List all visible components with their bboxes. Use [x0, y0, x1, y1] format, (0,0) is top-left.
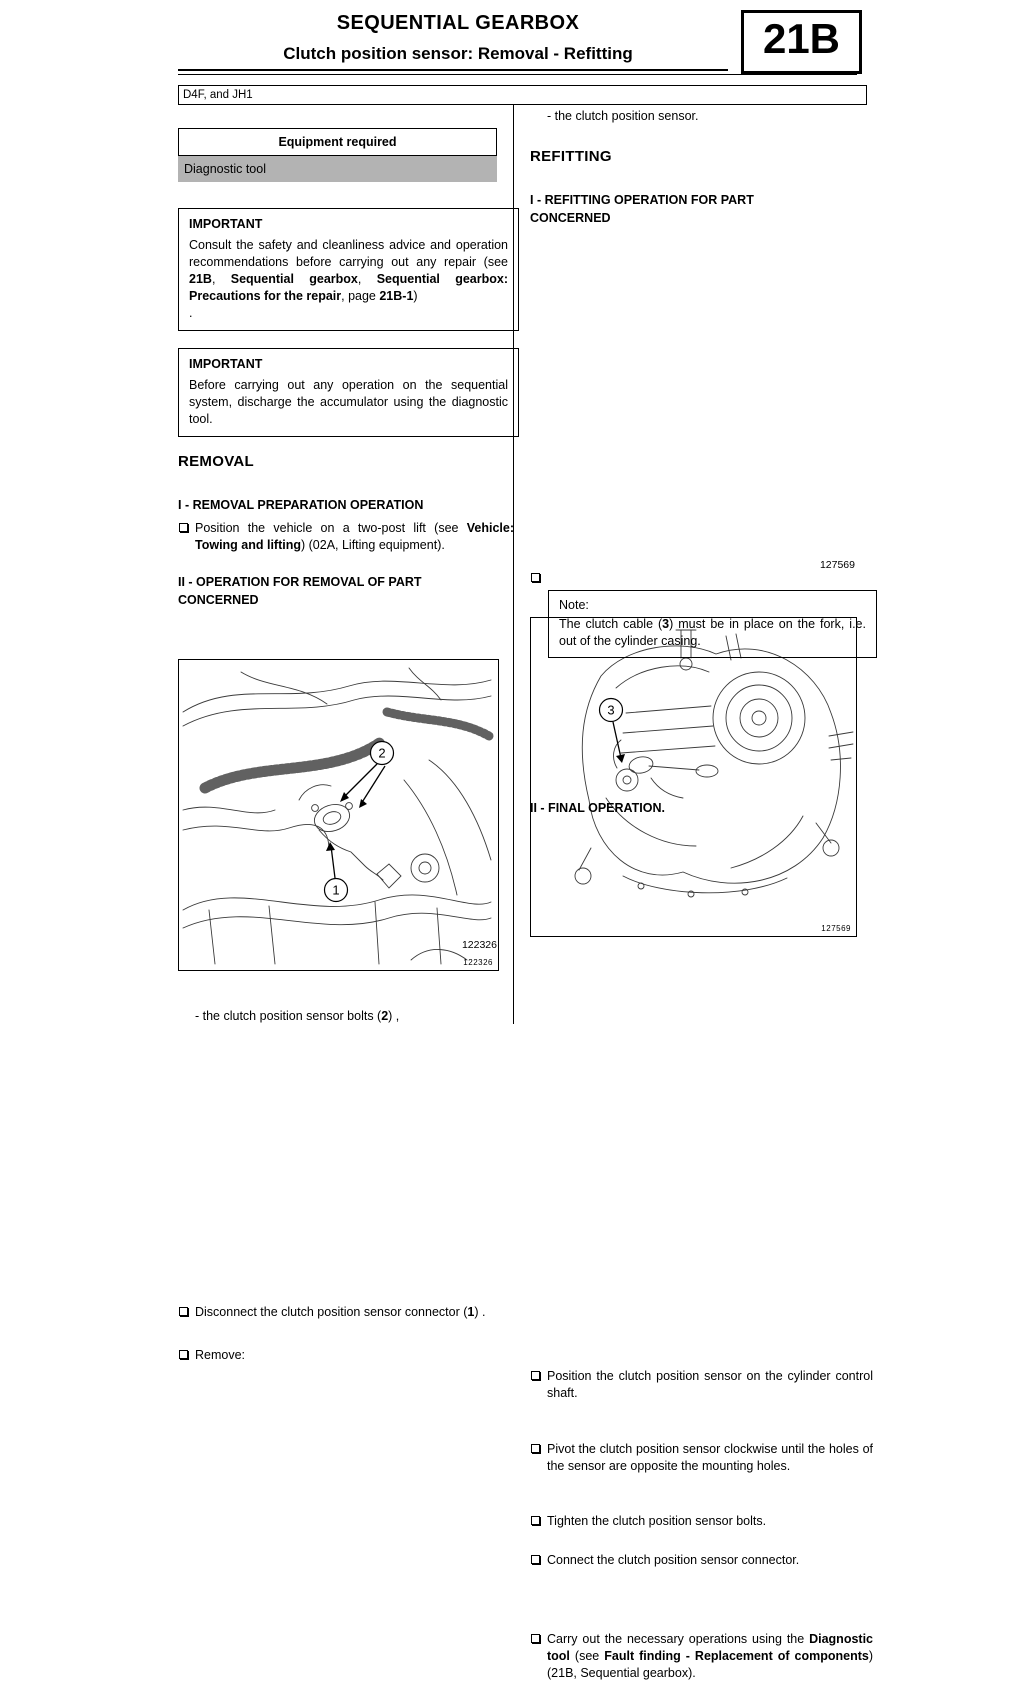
refitting-step-1-text: Position the clutch position sensor on the cylinder control shaft.	[547, 1369, 873, 1400]
removal-step-1-text: Position the vehicle on a two-post lift (see Vehicle: Towing and lifting) (02A, Lifting equipment).	[195, 521, 514, 552]
note-body: The clutch cable (3) must be in place on the fork, i.e. out of the cylinder casing.	[559, 617, 866, 648]
important-2-title: IMPORTANT	[189, 357, 263, 371]
refitting-sub2-heading: II - FINAL OPERATION.	[530, 801, 665, 815]
refitting-final-step-text: Carry out the necessary operations using the Diagnostic tool (see Fault finding - Replacement of components) (21B, Sequential gearbox).	[547, 1632, 874, 1680]
bullet-square	[531, 1444, 540, 1453]
removal-sub2-heading: II - OPERATION FOR REMOVAL OF PART CONCERNED	[178, 575, 422, 608]
removal-step-3a-text: - the clutch position sensor bolts (2) ,	[195, 1009, 400, 1023]
removal-step-1	[178, 520, 514, 554]
important-1-body: Consult the safety and cleanliness advice and operation recommendations before carrying out any repair (see 21B, Sequential gearbox, Sequential gearbox: Precautions for the repair, page 21B-1)	[189, 238, 508, 303]
page-title: SEQUENTIAL GEARBOX	[336, 12, 580, 34]
callout-3-number: 3	[607, 702, 615, 718]
callout-1	[325, 842, 348, 902]
refitting-sub1-heading: I - REFITTING OPERATION FOR PART CONCERNED	[530, 193, 754, 226]
equipment-table-row: Diagnostic tool	[178, 156, 497, 182]
note-box	[548, 590, 877, 658]
refitting-heading: REFITTING	[530, 148, 612, 165]
important-box-2	[178, 348, 519, 437]
removal-step-3	[178, 1347, 514, 1364]
note-title: Note:	[559, 598, 589, 612]
engine-codes-bar: D4F, and JH1	[178, 85, 867, 105]
removal-step-2-text: Disconnect the clutch position sensor connector (1) .	[195, 1305, 486, 1319]
important-2-body: Before carrying out any operation on the sequential system, discharge the accumulator using the diagnostic tool.	[189, 378, 508, 426]
removal-heading: REMOVAL	[178, 453, 254, 470]
figure-1-number: 122326	[461, 939, 497, 951]
bullet-square	[531, 573, 540, 582]
figure-2-inner-number: 127569	[821, 924, 851, 933]
refitting-final-step	[530, 1631, 873, 1682]
bullet-square	[179, 523, 188, 532]
important-box-1	[178, 208, 519, 331]
equipment-table	[178, 128, 497, 182]
refitting-step-4	[530, 1552, 873, 1569]
page-subtitle: Clutch position sensor: Removal - Refitting	[283, 44, 633, 63]
lone-bullet	[530, 571, 550, 585]
removal-step-3b-text: - the clutch position sensor.	[547, 109, 699, 123]
refitting-step-2-text: Pivot the clutch position sensor clockwise until the holes of the sensor are opposite the mounting holes.	[547, 1442, 873, 1473]
removal-sub1-heading: I - REMOVAL PREPARATION OPERATION	[178, 498, 424, 512]
bullet-square	[531, 1516, 540, 1525]
refitting-step-1	[530, 1368, 873, 1402]
header-rule-thick	[178, 69, 728, 71]
callout-1-number: 1	[332, 882, 340, 898]
important-1-trailing: .	[189, 306, 193, 320]
equipment-table-header: Equipment required	[178, 128, 497, 156]
gearbox-drawing	[531, 618, 854, 934]
removal-step-2	[178, 1304, 514, 1321]
header-rule-thin	[178, 74, 857, 75]
removal-step-3b	[530, 108, 873, 125]
callout-2-number: 2	[378, 745, 386, 761]
bullet-square	[531, 1634, 540, 1643]
engine-bay-drawing	[179, 660, 496, 968]
removal-step-3a	[178, 1008, 514, 1025]
refitting-step-4-text: Connect the clutch position sensor connector.	[547, 1553, 800, 1567]
refitting-step-3-text: Tighten the clutch position sensor bolts.	[547, 1514, 767, 1528]
figure-2	[530, 617, 857, 937]
bullet-square	[531, 1371, 540, 1380]
section-code-badge: 21B	[741, 10, 862, 74]
refitting-step-3	[530, 1513, 873, 1530]
bullet-square	[531, 1555, 540, 1564]
refitting-step-2	[530, 1441, 873, 1475]
important-1-title: IMPORTANT	[189, 217, 263, 231]
callout-3-arrowhead	[616, 754, 625, 763]
figure-2-number: 127569	[819, 559, 855, 571]
bullet-square	[179, 1350, 188, 1359]
figure-1-inner-number: 122326	[463, 958, 493, 967]
bullet-square	[179, 1307, 188, 1316]
removal-step-3-text: Remove:	[195, 1348, 246, 1362]
figure-1	[178, 659, 499, 971]
